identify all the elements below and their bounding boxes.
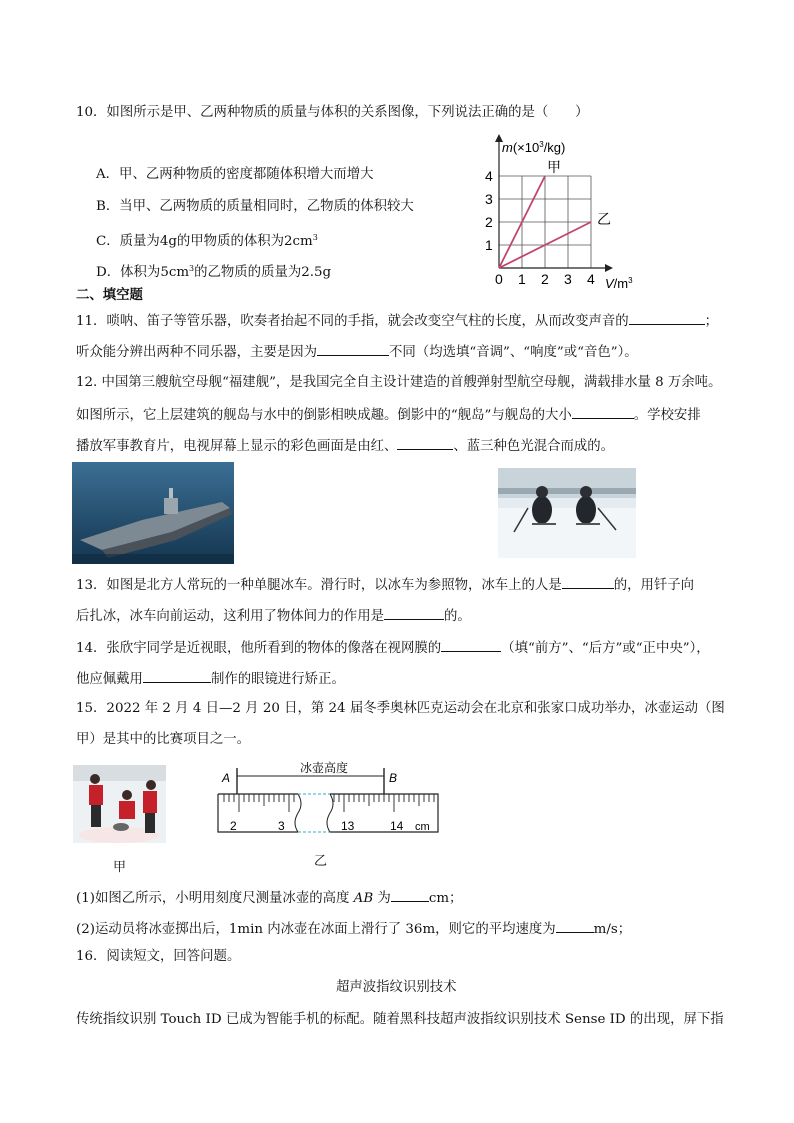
q12-text-4: 、蓝三种色光混合而成的。 (453, 439, 615, 454)
q16-article-title: 超声波指纹识别技术 (336, 980, 457, 995)
q15-sub2-text-2: m/s； (593, 922, 632, 937)
q15-line1: 15．2022 年 2 月 4 日—2 月 20 日，第 24 届冬季奥林匹克运动会在北京和张家口成功举办，冰壶运动（图 (76, 701, 725, 716)
chart-series (499, 159, 611, 268)
q12-line3 (76, 436, 614, 456)
ruler-unit: cm (415, 821, 430, 833)
q11-text-2: ； (704, 314, 719, 329)
ice-scooter-photo (498, 468, 636, 558)
x-tick-label: 0 (495, 271, 503, 287)
q10-option-a: A．甲、乙两种物质的密度都随体积增大而增大 (96, 167, 374, 182)
q10-d-volume: 5cm (160, 265, 190, 280)
q10-c-mid: 的甲物质的体积为 (176, 234, 285, 249)
q13-line2 (76, 606, 471, 626)
curling-illustration (73, 765, 166, 843)
q10-d-exp: 3 (189, 264, 195, 273)
x-tick-label: 4 (587, 271, 595, 287)
q13-blank-1[interactable] (562, 575, 614, 589)
q13-text-2: 的，用钎子向 (613, 578, 695, 593)
y-tick-label: 4 (485, 168, 493, 184)
q10-option-c (96, 229, 318, 251)
q14-text-2: （填“前方”、“后方”或“正中央”）， (501, 641, 710, 656)
q12-blank-1[interactable] (572, 405, 634, 419)
q10-stem: 10．如图所示是甲、乙两种物质的质量与体积的关系图像，下列说法正确的是（ ） (76, 105, 589, 120)
ruler-number: 2 (230, 819, 237, 833)
q15-sub1-text-2: 为 (373, 891, 391, 906)
x-axis-label: $V/m^3$ (605, 276, 633, 290)
ruler-right-break (327, 794, 333, 832)
ruler-number: 14 (390, 819, 404, 833)
series-label-2: 乙 (597, 211, 611, 227)
section-title: 二、填空题 (76, 287, 143, 303)
series-label-1: 甲 (547, 159, 561, 175)
q12-line1: 12. 中国第三艘航空母舰“福建舰”，是我国完全自主设计建造的首艘弹射型航空母舰，满载排水量 8 万余吨。 (76, 375, 722, 390)
q11-line1 (76, 311, 718, 331)
ruler-left-break (295, 794, 301, 832)
q10-c-volume: 2cm (284, 234, 313, 249)
q15-blank-2[interactable] (556, 919, 594, 933)
ice-scooter-illustration (498, 468, 636, 558)
q10-d-mid: 的乙物质的质量为 (194, 265, 302, 280)
q12-text-3: 播放军事教育片，电视屏幕上显示的彩色画面是由红、 (76, 439, 398, 454)
q10-d-mass: 2.5g (301, 265, 332, 280)
ruler-number: 13 (341, 819, 355, 833)
x-tick-label: 1 (518, 271, 526, 287)
ruler-ticks (224, 794, 434, 812)
aircraft-carrier-photo (72, 462, 234, 564)
q11-blank-1[interactable] (629, 311, 705, 325)
q12-line2 (76, 405, 701, 425)
q13-text-1: 13．如图是北方人常玩的一种单腿冰车。滑行时，以冰车为参照物，冰车上的人是 (76, 578, 562, 593)
q11-blank-2[interactable] (317, 342, 389, 356)
y-tick-label: 2 (485, 214, 493, 230)
x-tick-label: 2 (541, 271, 549, 287)
ruler-number: 3 (278, 819, 285, 833)
y-tick-label: 3 (485, 191, 493, 207)
q10-c-prefix: C．质量为 (96, 234, 160, 249)
q11-text-1: 11．唢呐、笛子等管乐器，吹奏者抬起不同的手指，就会改变空气柱的长度，从而改变声音的 (76, 314, 629, 329)
q13-text-3: 后扎冰，冰车向前运动，这利用了物体间力的作用是 (76, 609, 384, 624)
q10-option-d (96, 260, 331, 282)
point-b-label: B (389, 771, 398, 785)
carrier-illustration (72, 462, 234, 564)
q16-paragraph: 传统指纹识别 Touch ID 已成为智能手机的标配。随着黑科技超声波指纹识别技术 Sense ID 的出现，屏下指 (76, 1012, 724, 1027)
figure-label-yi: 乙 (314, 854, 328, 869)
mass-volume-chart (475, 130, 645, 290)
ruler-figure (210, 760, 440, 860)
curling-photo (73, 765, 166, 843)
q15-sub1-text-3: cm； (428, 891, 463, 906)
q14-blank-2[interactable] (143, 669, 211, 683)
q11-line2 (76, 342, 638, 362)
q14-text-4: 制作的眼镜进行矫正。 (210, 672, 345, 687)
q16-stem: 16．阅读短文，回答问题。 (76, 949, 241, 964)
ruler-number-labels (230, 819, 404, 833)
q14-line2 (76, 669, 345, 689)
q13-text-4: 的。 (443, 609, 471, 624)
q13-blank-2[interactable] (384, 606, 444, 620)
point-a-label: A (222, 771, 231, 785)
q15-sub2-text-1: (2)运动员将冰壶掷出后，1min 内冰壶在冰面上滑行了 36m，则它的平均速度为 (76, 922, 556, 937)
q15-sub2 (76, 919, 631, 939)
q15-sub1-text-1: (1)如图乙所示，小明用刻度尺测量冰壶的高度 (76, 891, 354, 906)
ruler-title: 冰壶高度 (300, 761, 349, 775)
q14-blank-1[interactable] (441, 638, 501, 652)
q11-text-4: 不同（均选填“音调”、“响度”或“音色”）。 (389, 345, 638, 360)
q15-sub1-ab: AB (353, 891, 374, 906)
q12-blank-2[interactable] (397, 436, 453, 450)
q10-option-b: B．当甲、乙两物质的质量相同时，乙物质的体积较大 (96, 199, 414, 214)
x-tick-label: 3 (564, 271, 572, 287)
q12-text-2: 。学校安排 (633, 408, 701, 423)
q15-blank-1[interactable] (391, 888, 429, 902)
q10-c-mass: 4g (159, 234, 177, 249)
q15-line2: 甲）是其中的比赛项目之一。 (76, 732, 251, 747)
q10-c-exp: 3 (312, 233, 318, 242)
q14-text-1: 14．张欣宇同学是近视眼，他所看到的物体的像落在视网膜的 (76, 641, 442, 656)
y-axis-label: $m(\times 10^3/kg)$ (502, 140, 566, 155)
y-tick-label: 1 (485, 237, 493, 253)
q15-sub1 (76, 888, 462, 908)
figure-label-jia: 甲 (113, 860, 127, 875)
q10-d-prefix: D．体积为 (96, 265, 161, 280)
q11-text-3: 听众能分辨出两种不同乐器，主要是因为 (76, 345, 318, 360)
q14-line1 (76, 638, 710, 658)
q13-line1 (76, 575, 694, 595)
q14-text-3: 他应佩戴用 (76, 672, 143, 687)
chart-grid (499, 176, 591, 268)
q12-text-1: 如图所示，它上层建筑的舰岛与水中的倒影相映成趣。倒影中的“舰岛”与舰岛的大小 (76, 408, 572, 423)
